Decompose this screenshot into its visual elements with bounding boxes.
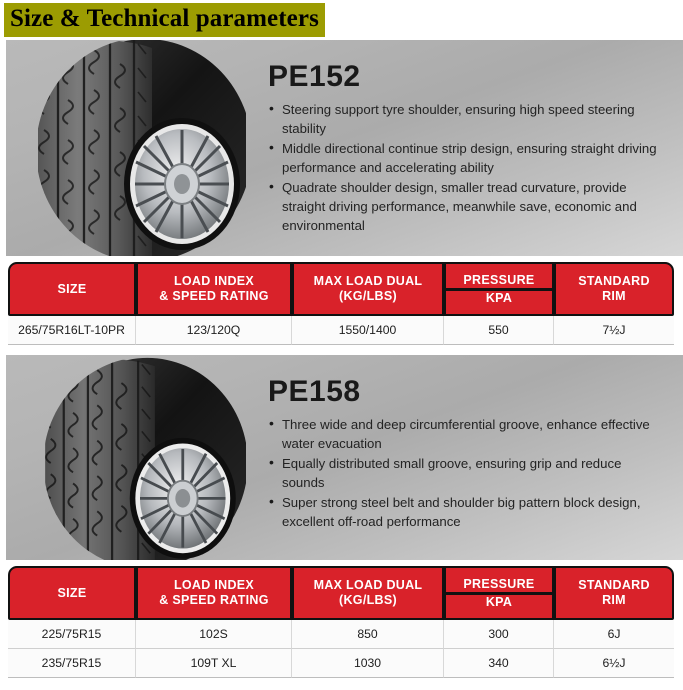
table-header-row [8, 262, 674, 316]
table-row [8, 620, 674, 649]
feature-item: • Steering support tyre shoulder, ensuring high speed steering stability [268, 100, 665, 138]
column-header-standard-rim [554, 566, 674, 620]
cell-max-load: 850 [292, 620, 444, 649]
max-load-line2: (KG/LBS) [339, 289, 397, 303]
cell-load-index: 123/120Q [136, 316, 292, 345]
cell-pressure: 550 [444, 316, 554, 345]
standard-rim-line1: STANDARD [578, 578, 650, 592]
cell-pressure: 300 [444, 620, 554, 649]
load-index-line2: & SPEED RATING [159, 289, 269, 303]
product-panel-pe158 [6, 355, 683, 560]
standard-rim-line2: RIM [602, 289, 626, 303]
pressure-unit-kpa: KPA [485, 594, 513, 609]
pressure-stack [446, 273, 552, 306]
cell-standard-rim: 6½J [554, 649, 674, 678]
max-load-line2: (KG/LBS) [339, 593, 397, 607]
cell-standard-rim: 7½J [554, 316, 674, 345]
max-load-line1: MAX LOAD DUAL [313, 578, 423, 592]
product-description-pe152 [246, 40, 683, 256]
standard-rim-line1: STANDARD [578, 274, 650, 288]
feature-list [268, 100, 665, 235]
product-description-pe158 [246, 355, 683, 560]
column-header-pressure [444, 566, 554, 620]
load-index-line1: LOAD INDEX [173, 578, 255, 592]
column-header-max-load [292, 566, 444, 620]
pressure-label: PRESSURE [446, 273, 552, 291]
pressure-stack [446, 577, 552, 610]
tire-photo-pe158 [6, 355, 246, 560]
cell-max-load: 1550/1400 [292, 316, 444, 345]
tire-illustration [24, 40, 246, 256]
cell-load-index: 102S [136, 620, 292, 649]
cell-size: 235/75R15 [8, 649, 136, 678]
cell-standard-rim: 6J [554, 620, 674, 649]
max-load-line1: MAX LOAD DUAL [313, 274, 423, 288]
tire-illustration [24, 357, 246, 560]
column-header-load-index [136, 262, 292, 316]
load-index-line1: LOAD INDEX [173, 274, 255, 288]
page-header [0, 0, 683, 40]
feature-item: • Equally distributed small groove, ensuring grip and reduce sounds [268, 454, 665, 492]
feature-item: • Super strong steel belt and shoulder big pattern block design, excellent off-road performance [268, 493, 665, 531]
pressure-unit-kpa: KPA [485, 290, 513, 305]
column-header-max-load [292, 262, 444, 316]
spec-table-pe158 [8, 566, 674, 678]
feature-item: • Quadrate shoulder design, smaller tread curvature, provide straight driving performance, meanwhile save, economic and environmental [268, 178, 665, 235]
feature-item: • Middle directional continue strip design, ensuring straight driving performance and accelerating ability [268, 139, 665, 177]
section-divider [0, 345, 683, 355]
cell-max-load: 1030 [292, 649, 444, 678]
table-row [8, 316, 674, 345]
cell-load-index: 109T XL [136, 649, 292, 678]
spec-table-pe152 [8, 262, 674, 345]
model-name: PE158 [268, 375, 361, 408]
product-panel-pe152 [6, 40, 683, 256]
pressure-label: PRESSURE [446, 577, 552, 595]
standard-rim-line2: RIM [602, 593, 626, 607]
column-header-size: SIZE [8, 566, 136, 620]
tire-photo-pe152 [6, 40, 246, 256]
model-name: PE152 [268, 60, 361, 93]
feature-list [268, 415, 665, 531]
cell-size: 225/75R15 [8, 620, 136, 649]
cell-size: 265/75R16LT-10PR [8, 316, 136, 345]
feature-item: • Three wide and deep circumferential groove, enhance effective water evacuation [268, 415, 665, 453]
cell-pressure: 340 [444, 649, 554, 678]
load-index-line2: & SPEED RATING [159, 593, 269, 607]
table-header-row [8, 566, 674, 620]
column-header-pressure [444, 262, 554, 316]
column-header-standard-rim [554, 262, 674, 316]
column-header-size: SIZE [8, 262, 136, 316]
page-title: Size & Technical parameters [4, 3, 325, 37]
column-header-load-index [136, 566, 292, 620]
table-row [8, 649, 674, 678]
